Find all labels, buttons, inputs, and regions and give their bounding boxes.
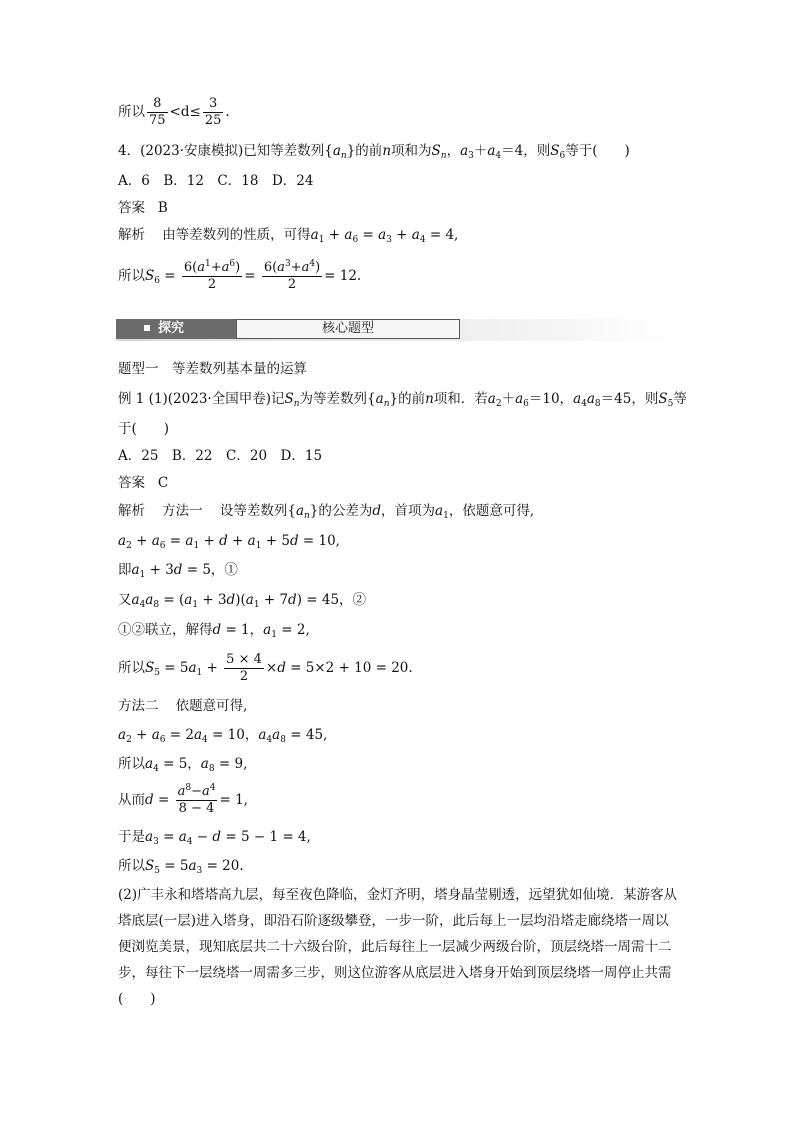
ex1-part2-paragraph: (2)广丰永和塔塔高九层，每至夜色降临，金灯齐明，塔身晶莹剔透，远望犹如仙境．某游客从塔底层(一层)进入塔身，即沿石阶逐级攀登，一步一阶，此后每上一层均沿塔走廊绕塔一周以便浏览美景，现知底层共二十六级台阶，此后每往上一层减少两级台阶，顶层绕塔一周需十二步，每往下一层绕塔一周需多三步，则这位游客从底层进入塔身开始到顶层绕塔一周停止共需( ) [118, 887, 678, 1007]
q4-result: 所以$S_6$ = $\frac{6(a^1+a^6)}{2}$ = $\frac{6(a^3+a^4)}{2}$ = 12. [118, 259, 362, 292]
q4-answer: 答案 B [118, 200, 168, 216]
ex1-m2-step-a: $a_2 + a_6 = 2a_4 = 10$，$a_4a_8 = 45$, [118, 727, 328, 745]
inequality: <d≤ [169, 104, 201, 120]
ex1-step-d: ①②联立，解得d = 1，$a_1 = 2$, [118, 622, 310, 640]
ex1-stem-line2: 于( ) [118, 421, 170, 437]
fraction: $\frac{8}{75}$ [149, 96, 166, 128]
q4-analysis: 解析 由等差数列的性质，可得$a_1 + a_6 = a_3 + a_4 = 4$, [118, 227, 459, 245]
ex1-m2-step-b: 所以$a_4 = 5$，$a_8 = 9$, [118, 756, 248, 774]
fraction: $\frac{3}{25}$ [204, 96, 222, 128]
ex1-options: A．25 B．22 C．20 D．15 [118, 448, 323, 464]
ex1-stem: 例 1 (1)(2023·全国甲卷)记$S_n$为等差数列$\{a_n\}$的前n项和．若$a_2+a_6=10$，$a_4a_8=45$，则$S_5$等 [118, 391, 687, 409]
fraction: $\frac{6(a^1+a^6)}{2}$ [183, 259, 241, 292]
ex1-step-b: 即$a_1 + 3d = 5$，① [118, 562, 238, 580]
q4-stem: 4．(2023·安康模拟)已知等差数列$\{a_n\}$的前n项和为$S_n$，$a_3+a_4=4$，则$S_6$等于( ) [118, 143, 630, 161]
ex1-m2-step-e: 所以$S_5 = 5a_3 = 20$. [118, 858, 244, 876]
ex1-method2: 方法二 依题意可得, [118, 698, 248, 714]
section-banner [116, 317, 676, 341]
ex1-m2-step-d: 于是$a_3 = a_4 - d = 5 - 1 = 4$, [118, 829, 311, 847]
square-bullet-icon [144, 325, 150, 331]
ex1-answer: 答案 C [118, 475, 169, 491]
q3-result-line: 所以 $\frac{8}{75}$ <d≤ $\frac{3}{25}$ . [118, 96, 230, 128]
ex1-m2-step-c: 从而d = $\frac{a^8-a^4}{8 - 4}$ = 1, [118, 783, 248, 816]
fraction: $\frac{5 \times 4}{2}$ [226, 652, 262, 684]
ex1-step-a: $a_2 + a_6 = a_1 + d + a_1 + 5d = 10$, [118, 533, 340, 551]
ex1-method1: 解析 方法一 设等差数列$\{a_n\}$的公差为d，首项为$a_1$，依题意可得, [118, 503, 535, 521]
q4-options: A．6 B．12 C．18 D．24 [118, 173, 314, 189]
section-title: 题型一 等差数列基本量的运算 [118, 361, 307, 377]
fraction: $\frac{a^8-a^4}{8 - 4}$ [177, 783, 216, 816]
ex1-step-c: 又$a_4a_8 = (a_1 + 3d)(a_1 + 7d) = 45$，② [118, 592, 367, 610]
banner-core-topics: 核心题型 [236, 319, 460, 339]
fraction: $\frac{6(a^3+a^4)}{2}$ [263, 259, 321, 292]
banner-explore: 探究 [116, 319, 236, 339]
ex1-step-e: 所以$S_5 = 5a_1$ + $\frac{5 \times 4}{2}$ ×d = 5×2 + 10 = 20. [118, 652, 413, 684]
text: 所以 [118, 104, 145, 120]
